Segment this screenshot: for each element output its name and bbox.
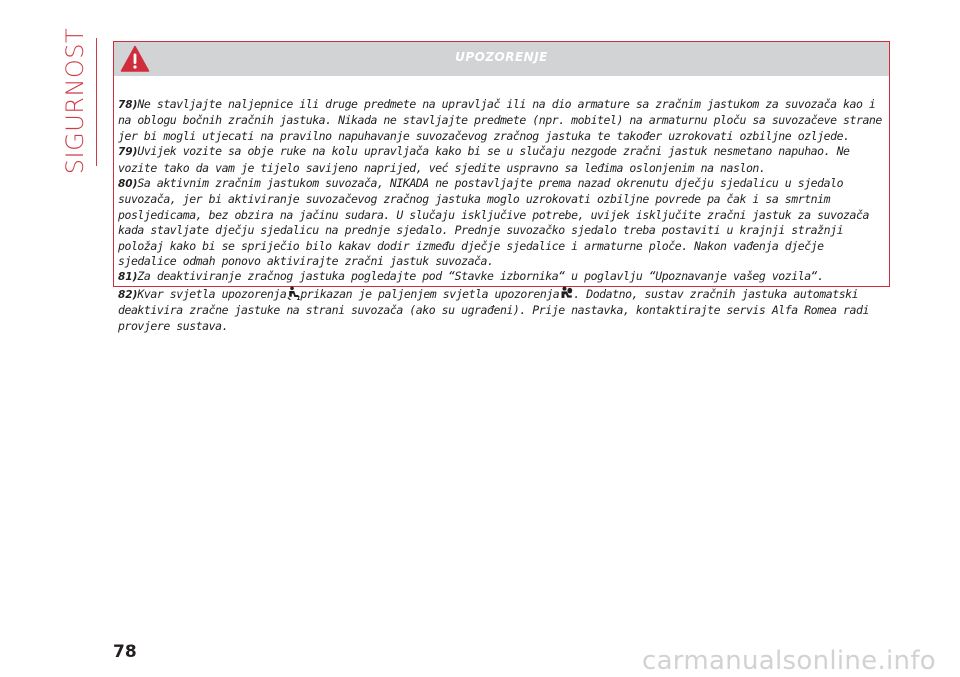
- note-number: 78): [118, 99, 138, 111]
- note-text-part3: . Dodatno, sustav zračnih jastuka automatski deaktivira zračne jastuke na strani suvozača (ako su ugrađeni). Prije nastavka, kontaktirajte servis Alfa Romea radi provjere sustava.: [118, 286, 869, 333]
- warning-note-81: [118, 269, 886, 285]
- svg-text:1: 1: [296, 295, 301, 300]
- note-number: 82): [118, 288, 138, 301]
- warning-note-79: [118, 144, 886, 176]
- note-number: 81): [118, 271, 138, 284]
- section-divider: [96, 38, 97, 166]
- note-text-part2: prikazan je paljenjem svjetla upozorenja: [300, 286, 560, 301]
- warning-notes: [118, 97, 886, 334]
- warning-box: [113, 41, 890, 333]
- watermark: carmanualsonline.info: [641, 646, 936, 676]
- section-label: [61, 27, 89, 175]
- warning-note-78: [118, 97, 886, 144]
- note-number: 79): [118, 146, 138, 159]
- note-text: Sa aktivnim zračnim jastukom suvozača, NIKADA ne postavljajte prema nazad okrenutu dječju sjedalicu u sjedalo suvozača, jer bi aktiviranje suvozačevog zračnog jastuka moglo uzrokovati ozbiljne povrede pa čak i sa smrtnim posljedicama, bez obzira na jačinu sudara. U slučaju isključive potrebe, uvijek isključite zračni jastuk za suvozača kada stavljate dječju sjedalicu na prednje sjedalo. Prednje suvozačko sjedalo treba postaviti u krajnji stražnji položaj kako bi se spriječio bilo kakav dodir između dječje sjedalice i armaturne ploče. Nakon vađenja dječje sjedalice odmah ponovo aktivirajte zračni jastuk suvozača.: [118, 176, 869, 269]
- warning-header: [114, 42, 889, 76]
- airbag-warning-icon: [559, 286, 573, 300]
- page-number: 78: [113, 642, 137, 662]
- note-text: Za deaktiviranje zračnog jastuka pogledajte pod “Stavke izbornika“ u poglavlju “Upoznavanje vašeg vozila“.: [137, 269, 824, 284]
- warning-title: UPOZORENJE: [455, 50, 548, 64]
- note-text-part1: Kvar svjetla upozorenja: [137, 286, 287, 301]
- section-label-text: SIGURNOST: [61, 27, 89, 175]
- warning-note-80: [118, 176, 886, 269]
- warning-note-82: [118, 286, 886, 334]
- note-text: Uvijek vozite sa obje ruke na kolu upravljača kako bi se u slučaju nezgode zračni jastuk nesmetano napuhao. Ne vozite tako da vam je tijelo savijeno naprijed, već sjedite uspravno sa leđima oslonjenim na naslon.: [118, 144, 850, 175]
- note-text: Ne stavljajte naljepnice ili druge predmete na upravljač ili na dio armature sa zračnim jastukom za suvozača kao i na oblogu bočnih zračnih jastuka. Nikada ne stavljajte predmete (npr. mobitel) na armaturnu ploču sa suvozačeve strane jer bi mogli utjecati na pravilno napuhavanje suvozačevog zračnog jastuka te također uzrokovati ozbiljne ozljede.: [118, 97, 882, 143]
- note-number: 80): [118, 178, 138, 191]
- airbag-fault-warning-icon: [286, 286, 300, 300]
